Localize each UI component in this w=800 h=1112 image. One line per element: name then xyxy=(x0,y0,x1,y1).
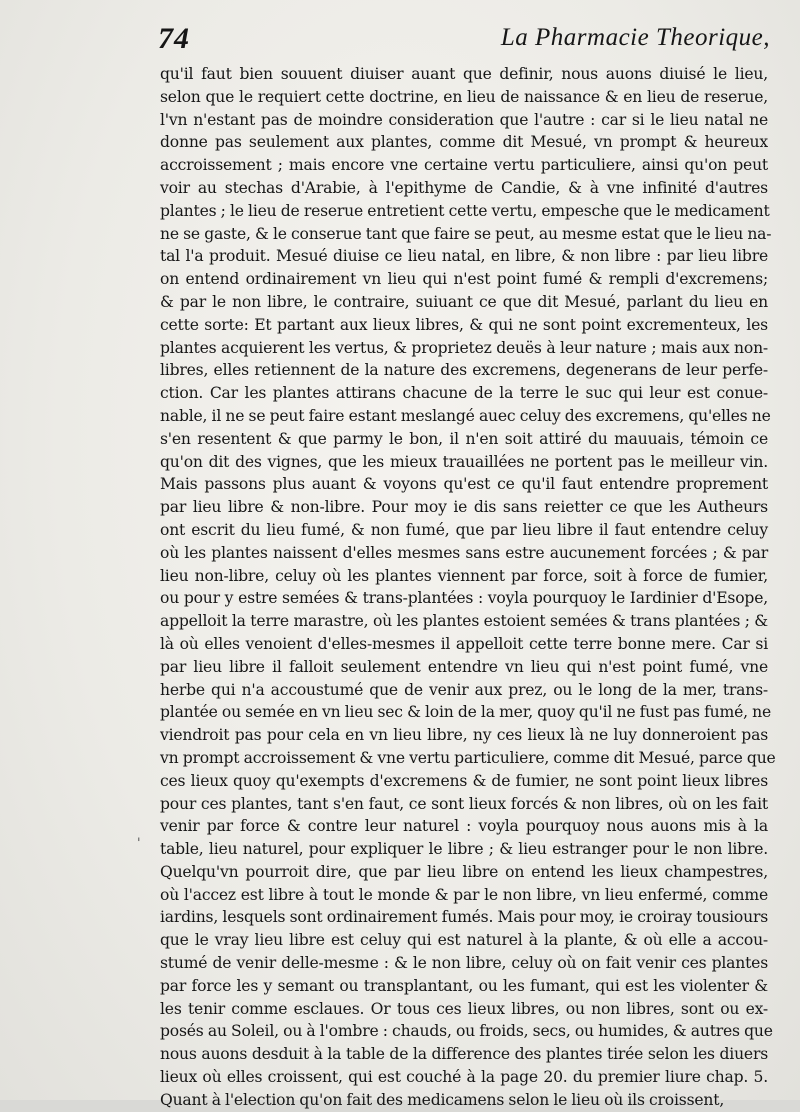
text-line: & par le non libre, le contraire, suiuant ce que dit Mesué, parlant du lieu en xyxy=(160,292,768,311)
text-line: iardins, lesquels sont ordinairement fumés. Mais pour moy, ie croiray tousiours xyxy=(160,908,768,927)
text-line: Mais passons plus auant & voyons qu'est ce qu'il faut entendre proprement xyxy=(160,475,768,494)
text-line: Quant à l'election qu'on fait des medicamens selon le lieu où ils croissent, xyxy=(160,1090,725,1109)
text-line: stumé de venir delle-mesme : & le non libre, celuy où on fait venir ces plantes xyxy=(160,954,768,973)
text-line: Quelqu'vn pourroit dire, que par lieu libre on entend les lieux champestres, xyxy=(160,862,768,881)
text-line: que le vray lieu libre est celuy qui est naturel à la plante, & où elle a accou- xyxy=(160,931,768,950)
text-line: viendroit pas pour cela en vn lieu libre, ny ces lieux là ne luy donneroient pas xyxy=(160,726,768,745)
running-title: La Pharmacie Theorique, xyxy=(500,24,770,51)
page-header xyxy=(158,22,770,62)
text-line: ou pour y estre semées & trans-plantées : voyla pourquoy le Iardinier d'Esope, xyxy=(160,589,768,608)
text-line: par force les y semant ou transplantant, ou les fumant, qui est les violenter & xyxy=(160,976,768,995)
text-line: où les plantes naissent d'elles mesmes sans estre aucunement forcées ; & par xyxy=(160,543,768,562)
text-line: venir par force & contre leur naturel : voyla pourquoy nous auons mis à la xyxy=(160,817,768,836)
text-line: ont escrit du lieu fumé, & non fumé, que par lieu libre il faut entendre celuy xyxy=(160,520,768,539)
text-line: tal l'a produit. Mesué diuise ce lieu natal, en libre, & non libre : par lieu libre xyxy=(160,247,768,266)
text-line: par lieu libre & non-libre. Pour moy ie dis sans reietter ce que les Autheurs xyxy=(160,498,768,517)
text-line: ne se gaste, & le conserue tant que faire se peut, au mesme estat que le lieu na- xyxy=(160,224,772,243)
text-line: lieu non-libre, celuy où les plantes viennent par force, soit à force de fumier, xyxy=(160,566,768,585)
text-line: par lieu libre il falloit seulement entendre vn lieu qui n'est point fumé, vne xyxy=(160,657,768,676)
text-line: plantes acquierent les vertus, & proprietez deuës à leur nature ; mais aux non- xyxy=(160,338,768,357)
text-line: l'vn n'estant pas de moindre consideration que l'autre : car si le lieu natal ne xyxy=(160,110,768,129)
text-line: là où elles venoient d'elles-mesmes il appelloit cette terre bonne mere. Car si xyxy=(160,634,768,653)
text-line: qu'on dit des vignes, que les mieux trauaillées ne portent pas le meilleur vin. xyxy=(160,452,768,471)
text-line: cette sorte: Et partant aux lieux libres, & qui ne sont point excrementeux, les xyxy=(160,315,768,334)
text-line: où l'accez est libre à tout le monde & par le non libre, vn lieu enfermé, comme xyxy=(160,885,768,904)
text-line: qu'il faut bien souuent diuiser auant que definir, nous auons diuisé le lieu, xyxy=(160,65,768,83)
margin-mark: ' xyxy=(137,836,141,851)
text-line: vn prompt accroissement & vne vertu particuliere, comme dit Mesué, parce que xyxy=(160,748,776,767)
text-line: nable, il ne se peut faire estant meslangé auec celuy des excremens, qu'elles ne xyxy=(160,406,771,425)
text-line: selon que le requiert cette doctrine, en lieu de naissance & en lieu de reserue, xyxy=(160,87,768,106)
text-line: libres, elles retiennent de la nature des excremens, degenerans de leur perfe- xyxy=(160,361,768,380)
text-line: posés au Soleil, ou à l'ombre : chauds, ou froids, secs, ou humides, & autres que xyxy=(160,1022,773,1041)
text-line: plantée ou semée en vn lieu sec & loin de la mer, quoy qu'il ne fust pas fumé, ne xyxy=(160,703,771,722)
text-line: herbe qui n'a accoustumé que de venir aux prez, ou le long de la mer, trans- xyxy=(160,680,768,699)
text-line: ces lieux quoy qu'exempts d'excremens & de fumier, ne sont point lieux libres xyxy=(160,771,768,790)
text-line: pour ces plantes, tant s'en faut, ce sont lieux forcés & non libres, où on les fait xyxy=(160,794,768,813)
page-number: 74 xyxy=(158,22,190,55)
text-line: lieux où elles croissent, qui est couché à la page 20. du premier liure chap. 5. xyxy=(160,1068,768,1087)
body-text xyxy=(160,63,776,1112)
text-line: appelloit la terre marastre, où les plantes estoient semées & trans plantées ; & xyxy=(160,612,768,631)
text-line: plantes ; le lieu de reserue entretient cette vertu, empesche que le medicament xyxy=(160,201,770,220)
text-line: ction. Car les plantes attirans chacune de la terre le suc qui leur est conue- xyxy=(160,384,768,403)
text-line: on entend ordinairement vn lieu qui n'est point fumé & rempli d'excremens; xyxy=(160,270,768,289)
text-line: les tenir comme esclaues. Or tous ces lieux libres, ou non libres, sont ou ex- xyxy=(160,999,768,1018)
text-line: accroissement ; mais encore vne certaine vertu particuliere, ainsi qu'on peut xyxy=(160,156,768,175)
text-line: nous auons desduit à la table de la difference des plantes tirée selon les diuers xyxy=(160,1045,768,1064)
text-line: donne pas seulement aux plantes, comme dit Mesué, vn prompt & heureux xyxy=(160,133,768,152)
text-line: voir au stechas d'Arabie, à l'epithyme de Candie, & à vne infinité d'autres xyxy=(160,178,768,197)
text-line: s'en resentent & que parmy le bon, il n'en soit attiré du mauuais, témoin ce xyxy=(160,429,768,448)
text-line: table, lieu naturel, pour expliquer le libre ; & lieu estranger pour le non libre. xyxy=(160,840,768,859)
